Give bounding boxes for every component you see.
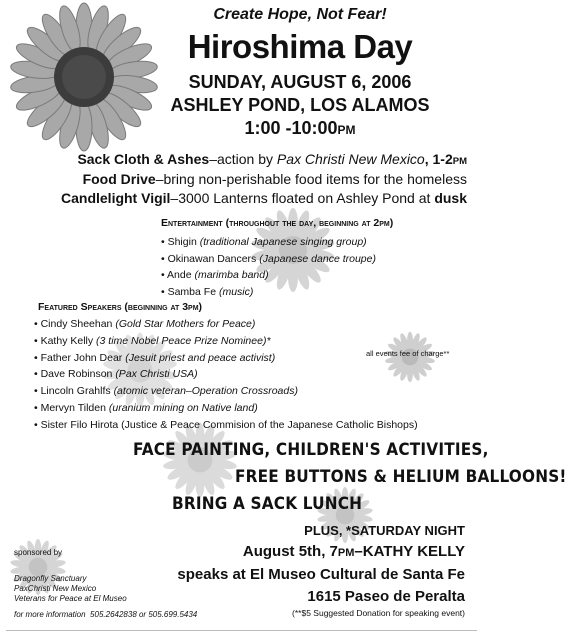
event-location: ASHLEY POND, LOS ALAMOS: [170, 95, 430, 115]
entertainer-name: Shigin: [167, 236, 197, 248]
speaker-note: (Gold Star Mothers for Peace): [115, 318, 256, 330]
activity-detail: 3000 Lanterns floated on Ashley Pond at: [178, 190, 435, 206]
event-date: SUNDAY, AUGUST 6, 2006: [188, 72, 412, 92]
entertainer-note: (Japanese dance troupe): [259, 252, 376, 265]
speaker-name: Father John Dear: [40, 351, 123, 364]
contact-label: for more information: [14, 610, 86, 619]
list-item: [34, 333, 418, 350]
activity-separator: –: [155, 171, 164, 187]
saturday-speaker: –KATHY KELLY: [354, 543, 465, 560]
list-item: [161, 251, 376, 268]
bottom-rule: [6, 630, 477, 631]
speaker-name: Mervyn Tilden: [40, 401, 106, 414]
activity-line: [61, 190, 467, 206]
speakers-heading: Featured Speakers (beginning at 3pm): [38, 301, 203, 313]
speaker-note: (3 time Nobel Peace Prize Nominee)*: [96, 334, 271, 347]
buttons-balloons-line: FREE BUTTONS & HELIUM BALLOONS!: [235, 467, 567, 487]
sack-lunch-line: BRING A SACK LUNCH: [172, 494, 363, 514]
speaker-name: Lincoln Grahlfs: [40, 385, 111, 398]
list-item: [34, 383, 418, 400]
list-item: [161, 284, 376, 301]
activity-separator: –: [170, 190, 179, 206]
activity-time: , 1-2: [424, 151, 453, 167]
saturday-heading: PLUS, *SATURDAY NIGHT: [304, 523, 465, 538]
saturday-time: [243, 543, 465, 560]
activity-line: [77, 151, 467, 167]
saturday-time-suffix: PM: [337, 547, 355, 559]
speaker-note: (Pax Christi USA): [115, 368, 198, 381]
kids-activities-line: FACE PAINTING, CHILDREN'S ACTIVITIES,: [133, 440, 489, 460]
speaker-note: (atomic veteran–Operation Crossroads): [113, 385, 298, 398]
event-time: [150, 118, 450, 139]
page-title: Hiroshima Day: [187, 28, 413, 65]
saturday-venue: speaks at El Museo Cultural de Santa Fe: [177, 566, 465, 583]
activity-line: [83, 171, 467, 187]
entertainer-note: (music): [218, 285, 254, 298]
activity-detail: Pax Christi New Mexico: [276, 151, 425, 167]
activity-name: Food Drive: [82, 171, 156, 187]
sponsors-list: [14, 574, 127, 604]
activity-time-suffix: PM: [452, 156, 467, 167]
entertainment-list: [161, 234, 376, 300]
saturday-address: 1615 Paseo de Peralta: [307, 588, 465, 605]
saturday-date: August 5th, 7: [242, 543, 338, 560]
tagline: Create Hope, Not Fear!: [213, 6, 387, 23]
event-time-range: 1:00 -10:00: [244, 118, 338, 138]
free-events-note: all events fee of charge**: [366, 349, 450, 358]
speakers-list: [34, 316, 418, 434]
speaker-name: Kathy Kelly: [40, 334, 94, 347]
entertainer-name: Samba Fe: [167, 285, 217, 298]
list-item: [34, 350, 418, 367]
speaker-note: (Justice & Peace Commision of the Japanese Catholic Bishops): [121, 418, 418, 431]
list-item: [161, 267, 376, 284]
list-item: [34, 400, 418, 417]
contact-info: [14, 610, 197, 619]
speaker-name: Cindy Sheehan: [40, 318, 113, 330]
list-item: [161, 234, 376, 251]
activity-detail: bring non-perishable food items for the homeless: [163, 171, 467, 187]
speaker-name: Dave Robinson: [40, 368, 113, 381]
activity-name: Sack Cloth & Ashes: [77, 151, 210, 167]
list-item: [34, 366, 418, 383]
list-item: [34, 417, 418, 434]
entertainer-name: Okinawan Dancers: [167, 252, 257, 265]
sponsor-item: PaxChristi New Mexico: [14, 584, 97, 593]
entertainment-heading: Entertainment (throughout the day, beginning at 2pm): [161, 217, 394, 229]
speaker-note: (Jesuit priest and peace activist): [125, 351, 276, 364]
donation-note: (**$5 Suggested Donation for speaking event): [292, 608, 465, 618]
sponsors-label: sponsored by: [14, 548, 63, 557]
activity-emphasis: dusk: [434, 190, 467, 206]
entertainer-note: (marimba band): [194, 269, 269, 281]
contact-phones: 505.2642838 or 505.699.5434: [90, 610, 198, 619]
list-item: [34, 316, 418, 333]
entertainer-note: (traditional Japanese singing group): [199, 236, 367, 248]
sponsor-item: Veterans for Peace at El Museo: [14, 594, 127, 603]
activity-separator: –action by: [209, 151, 277, 167]
activity-name: Candlelight Vigil: [61, 190, 171, 206]
sponsor-item: Dragonfly Sanctuary: [14, 574, 87, 583]
speaker-note: (uranium mining on Native land): [108, 401, 258, 414]
speaker-name: Sister Filo Hirota: [40, 418, 119, 431]
entertainer-name: Ande: [167, 269, 192, 281]
event-time-suffix: PM: [337, 123, 356, 137]
sunflower-icon: [4, 2, 164, 152]
